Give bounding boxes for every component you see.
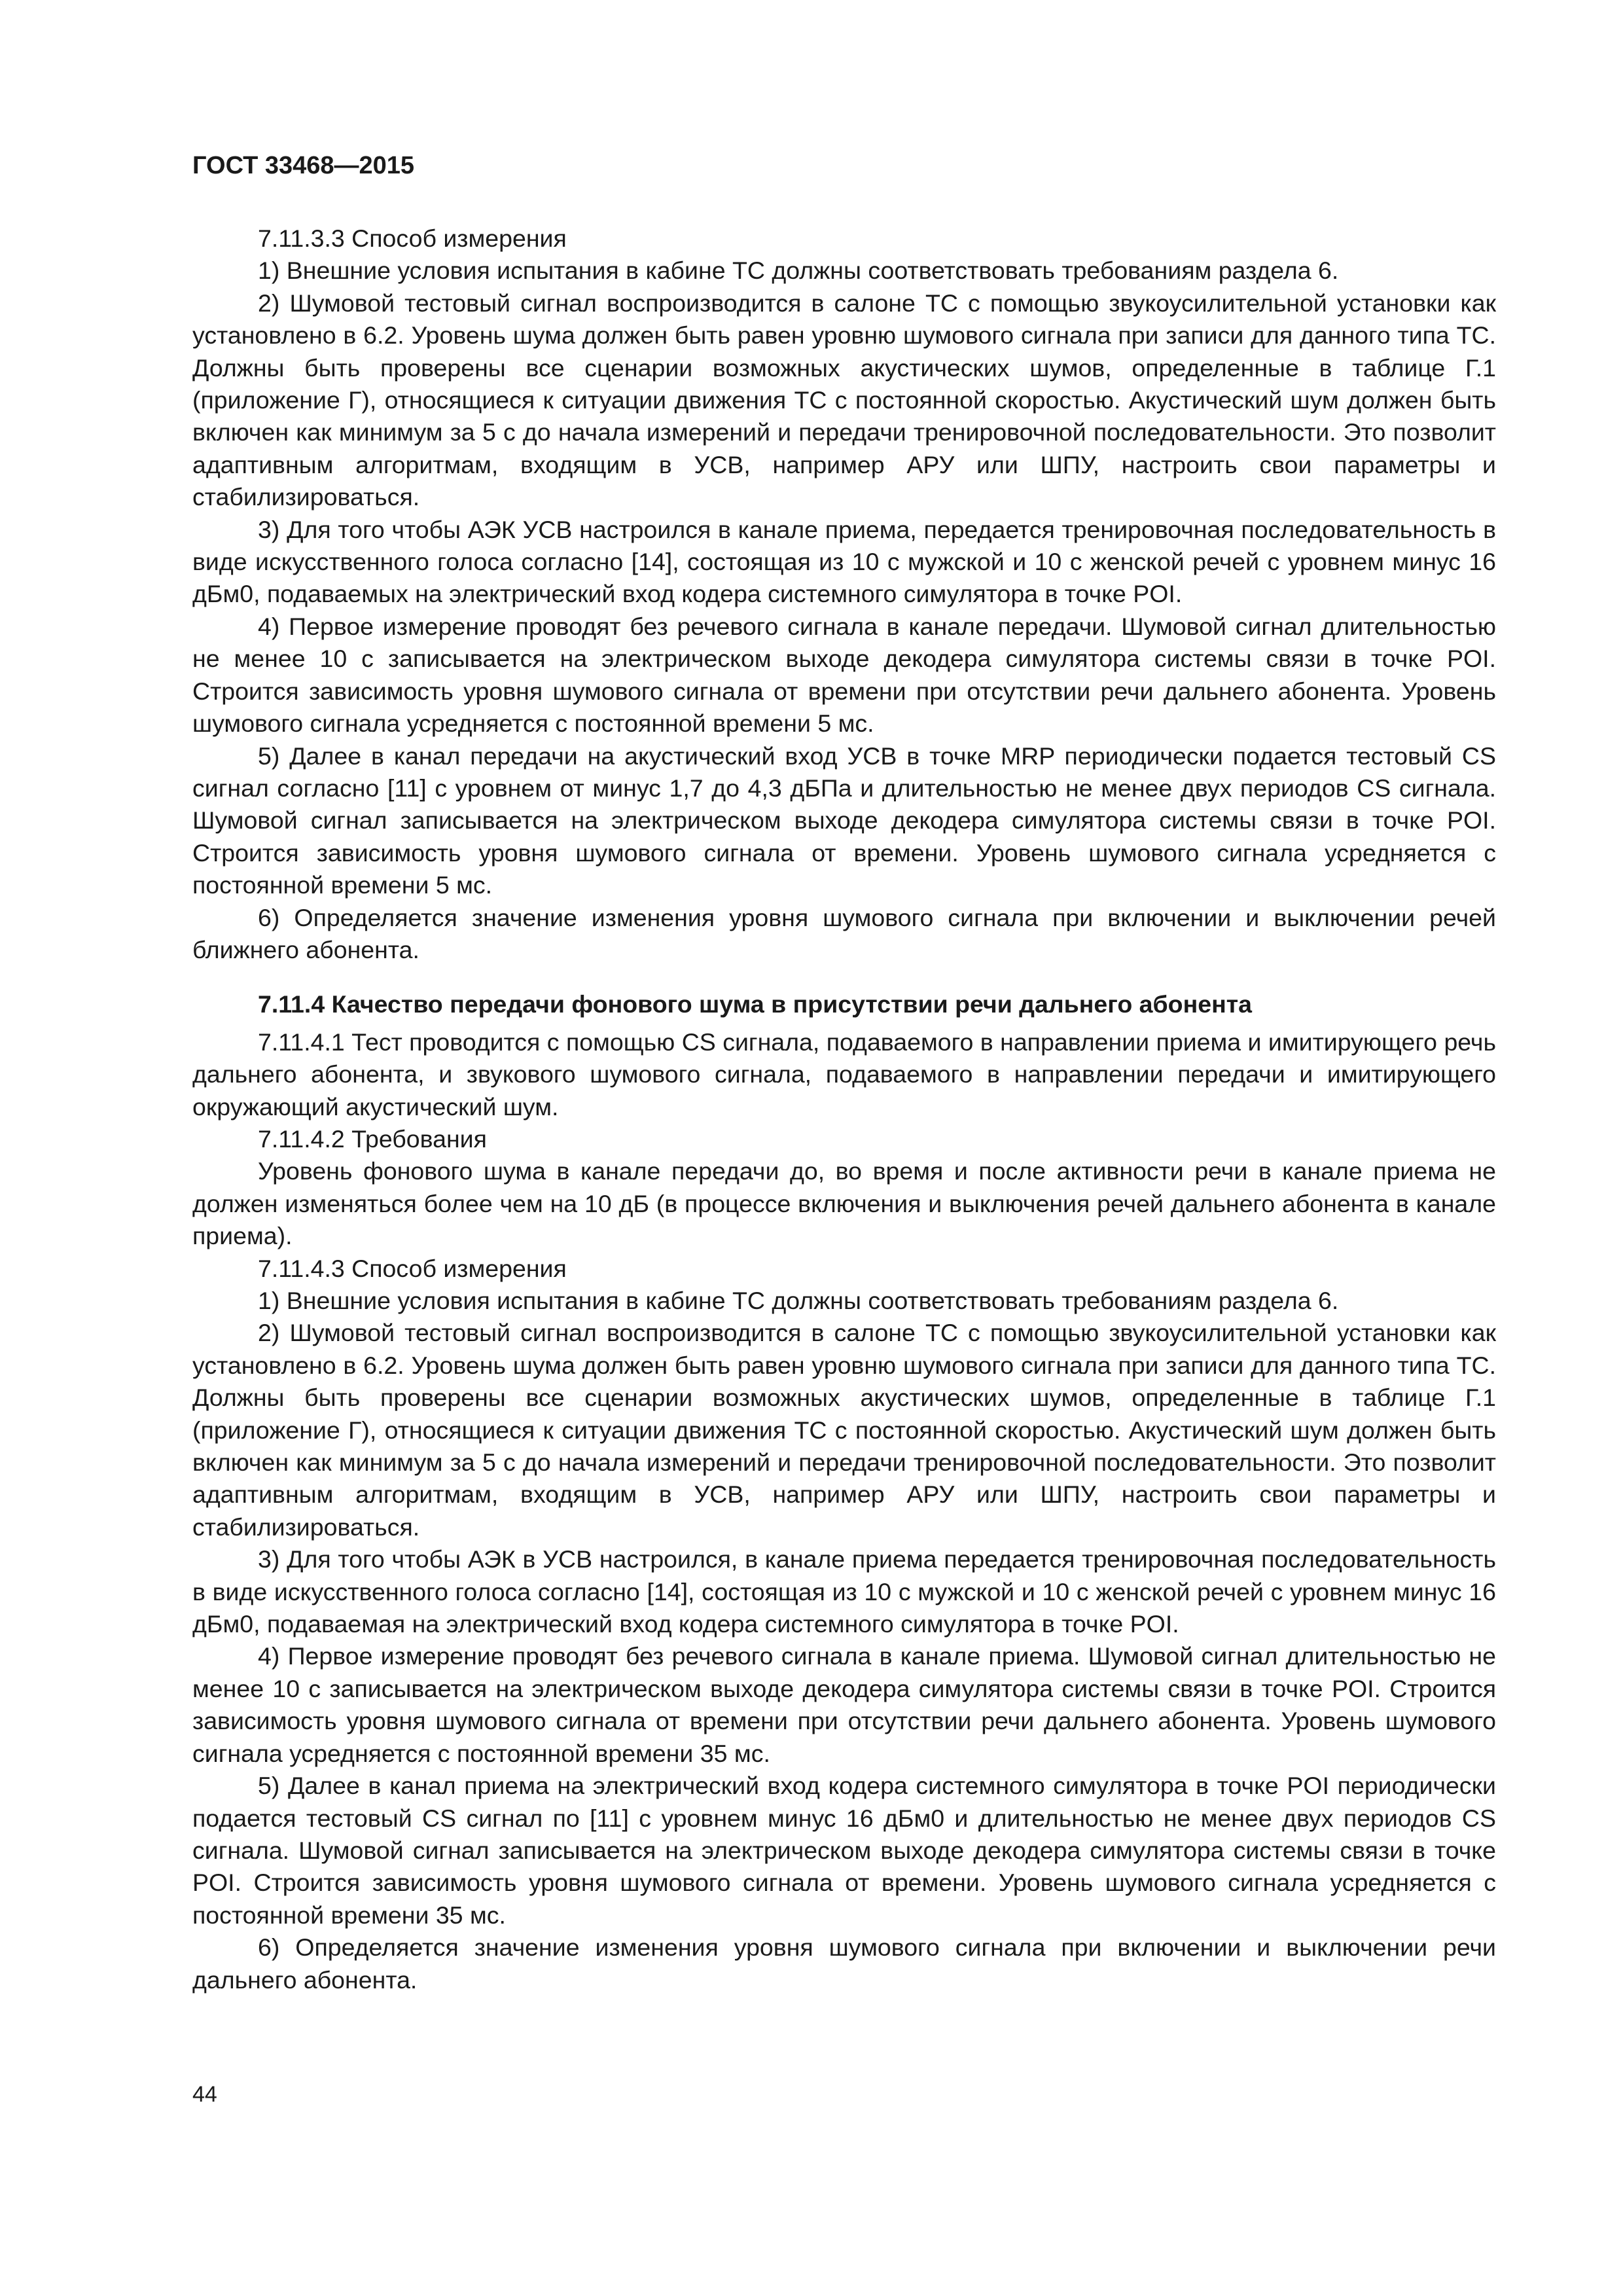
paragraph-item-3: 3) Для того чтобы АЭК УСВ настроился в канале приема, передается тренировочная последовательность в виде искусственного голоса согласно [14], состоящая из 10 с мужской и 10 с женской речей с уровнем минус 16 дБм0, подаваемых на электрический вход кодера системного симулятора в точке POI. bbox=[192, 515, 1496, 608]
page-number: 44 bbox=[192, 2082, 217, 2107]
paragraph-item-1: 1) Внешние условия испытания в кабине ТС должны соответствовать требованиям раздела 6. bbox=[258, 257, 1339, 285]
method-item-1: 1) Внешние условия испытания в кабине ТС должны соответствовать требованиям раздела 6. bbox=[258, 1287, 1339, 1314]
method-item-2: 2) Шумовой тестовый сигнал воспроизводится в салоне ТС с помощью звукоусилительной установки как установлено в 6.2. Уровень шума должен быть равен уровню шумового сигнала при записи для данного типа ТС. Должны быть проверены все сценарии возможных акустических шумов, определенные в таблице Г.1 (приложение Г), относящиеся к ситуации движения ТС с постоянной скоростью. Акустический шум должен быть включен как минимум за 5 с до начала измерений и передачи тренировочной последовательности. Это позволит адаптивным алгоритмам, входящим в УСВ, например АРУ или ШПУ, настроить свои параметры и стабилизироваться. bbox=[192, 1319, 1496, 1541]
subsection-title-7-11-4-2: 7.11.4.2 Требования bbox=[258, 1124, 487, 1153]
method-item-3: 3) Для того чтобы АЭК в УСВ настроился, в канале приема передается тренировочная последовательность в виде искусственного голоса согласно [14], состоящая из 10 с мужской и 10 с женской речей с уровнем минус 16 дБм0, подаваемая на электрический вход кодера системного симулятора в точке POI. bbox=[192, 1545, 1496, 1638]
subsection-title-7-11-4-3: 7.11.4.3 Способ измерения bbox=[258, 1254, 567, 1282]
method-item-4: 4) Первое измерение проводят без речевого сигнала в канале приема. Шумовой сигнал длительностью не менее 10 с записывается на электрическом выходе декодера симулятора системы связи в точке POI. Строится зависимость уровня шумового сигнала от времени при отсутствии речи дальнего абонента. Уровень шумового сигнала усредняется с постоянной времени 35 мс. bbox=[192, 1642, 1496, 1767]
paragraph-item-6: 6) Определяется значение изменения уровня шумового сигнала при включении и выключении речей ближнего абонента. bbox=[192, 903, 1496, 963]
method-item-6: 6) Определяется значение изменения уровня шумового сигнала при включении и выключении речи дальнего абонента. bbox=[192, 1933, 1496, 1994]
requirements-paragraph: Уровень фонового шума в канале передачи до, во время и после активности речи в канале приема не должен изменяться более чем на 10 дБ (в процессе включения и выключения речей дальнего абонента в канале приема). bbox=[192, 1157, 1496, 1250]
method-item-5: 5) Далее в канал приема на электрический вход кодера системного симулятора в точке POI периодически подается тестовый CS сигнал по [11] с уровнем минус 16 дБм0 и длительностью не менее двух периодов CS сигнала. Шумовой сигнал записывается на электрическом выходе декодера симулятора системы связи в точке POI. Строится зависимость уровня шумового сигнала от времени. Уровень шумового сигнала усредняется с постоянной времени 35 мс. bbox=[192, 1772, 1496, 1929]
document-body bbox=[192, 223, 1496, 1996]
paragraph-item-2: 2) Шумовой тестовый сигнал воспроизводится в салоне ТС с помощью звукоусилительной установки как установлено в 6.2. Уровень шума должен быть равен уровню шумового сигнала при записи для данного типа ТС. Должны быть проверены все сценарии возможных акустических шумов, определенные в таблице Г.1 (приложение Г), относящиеся к ситуации движения ТС с постоянной скоростью. Акустический шум должен быть включен как минимум за 5 с до начала измерений и передачи тренировочной последовательности. Это позволит адаптивным алгоритмам, входящим в УСВ, например АРУ или ШПУ, настроить свои параметры и стабилизироваться. bbox=[192, 289, 1496, 511]
paragraph-item-5: 5) Далее в канал передачи на акустический вход УСВ в точке MRP периодически подается тестовый CS сигнал согласно [11] с уровнем от минус 1,7 до 4,3 дБПа и длительностью не менее двух периодов CS сигнала. Шумовой сигнал записывается на электрическом выходе декодера симулятора системы связи в точке POI. Строится зависимость уровня шумового сигнала от времени. Уровень шумового сигнала усредняется с постоянной времени 5 мс. bbox=[192, 742, 1496, 899]
document-code-header: ГОСТ 33468—2015 bbox=[192, 152, 415, 179]
subsection-title-7-11-3-3: 7.11.3.3 Способ измерения bbox=[258, 224, 567, 252]
paragraph-item-4: 4) Первое измерение проводят без речевого сигнала в канале передачи. Шумовой сигнал длительностью не менее 10 с записывается на электрическом выходе декодера симулятора системы связи в точке POI. Строится зависимость уровня шумового сигнала от времени при отсутствии речи дальнего абонента. Уровень шумового сигнала усредняется с постоянной времени 5 мс. bbox=[192, 612, 1496, 738]
paragraph-7-11-4-1: 7.11.4.1 Тест проводится с помощью CS сигнала, подаваемого в направлении приема и имитирующего речь дальнего абонента, и звукового шумового сигнала, подаваемого в направлении передачи и имитирующего окружающий акустический шум. bbox=[192, 1028, 1496, 1121]
section-heading-7-11-4: 7.11.4 Качество передачи фонового шума в присутствии речи дальнего абонента bbox=[258, 990, 1252, 1018]
